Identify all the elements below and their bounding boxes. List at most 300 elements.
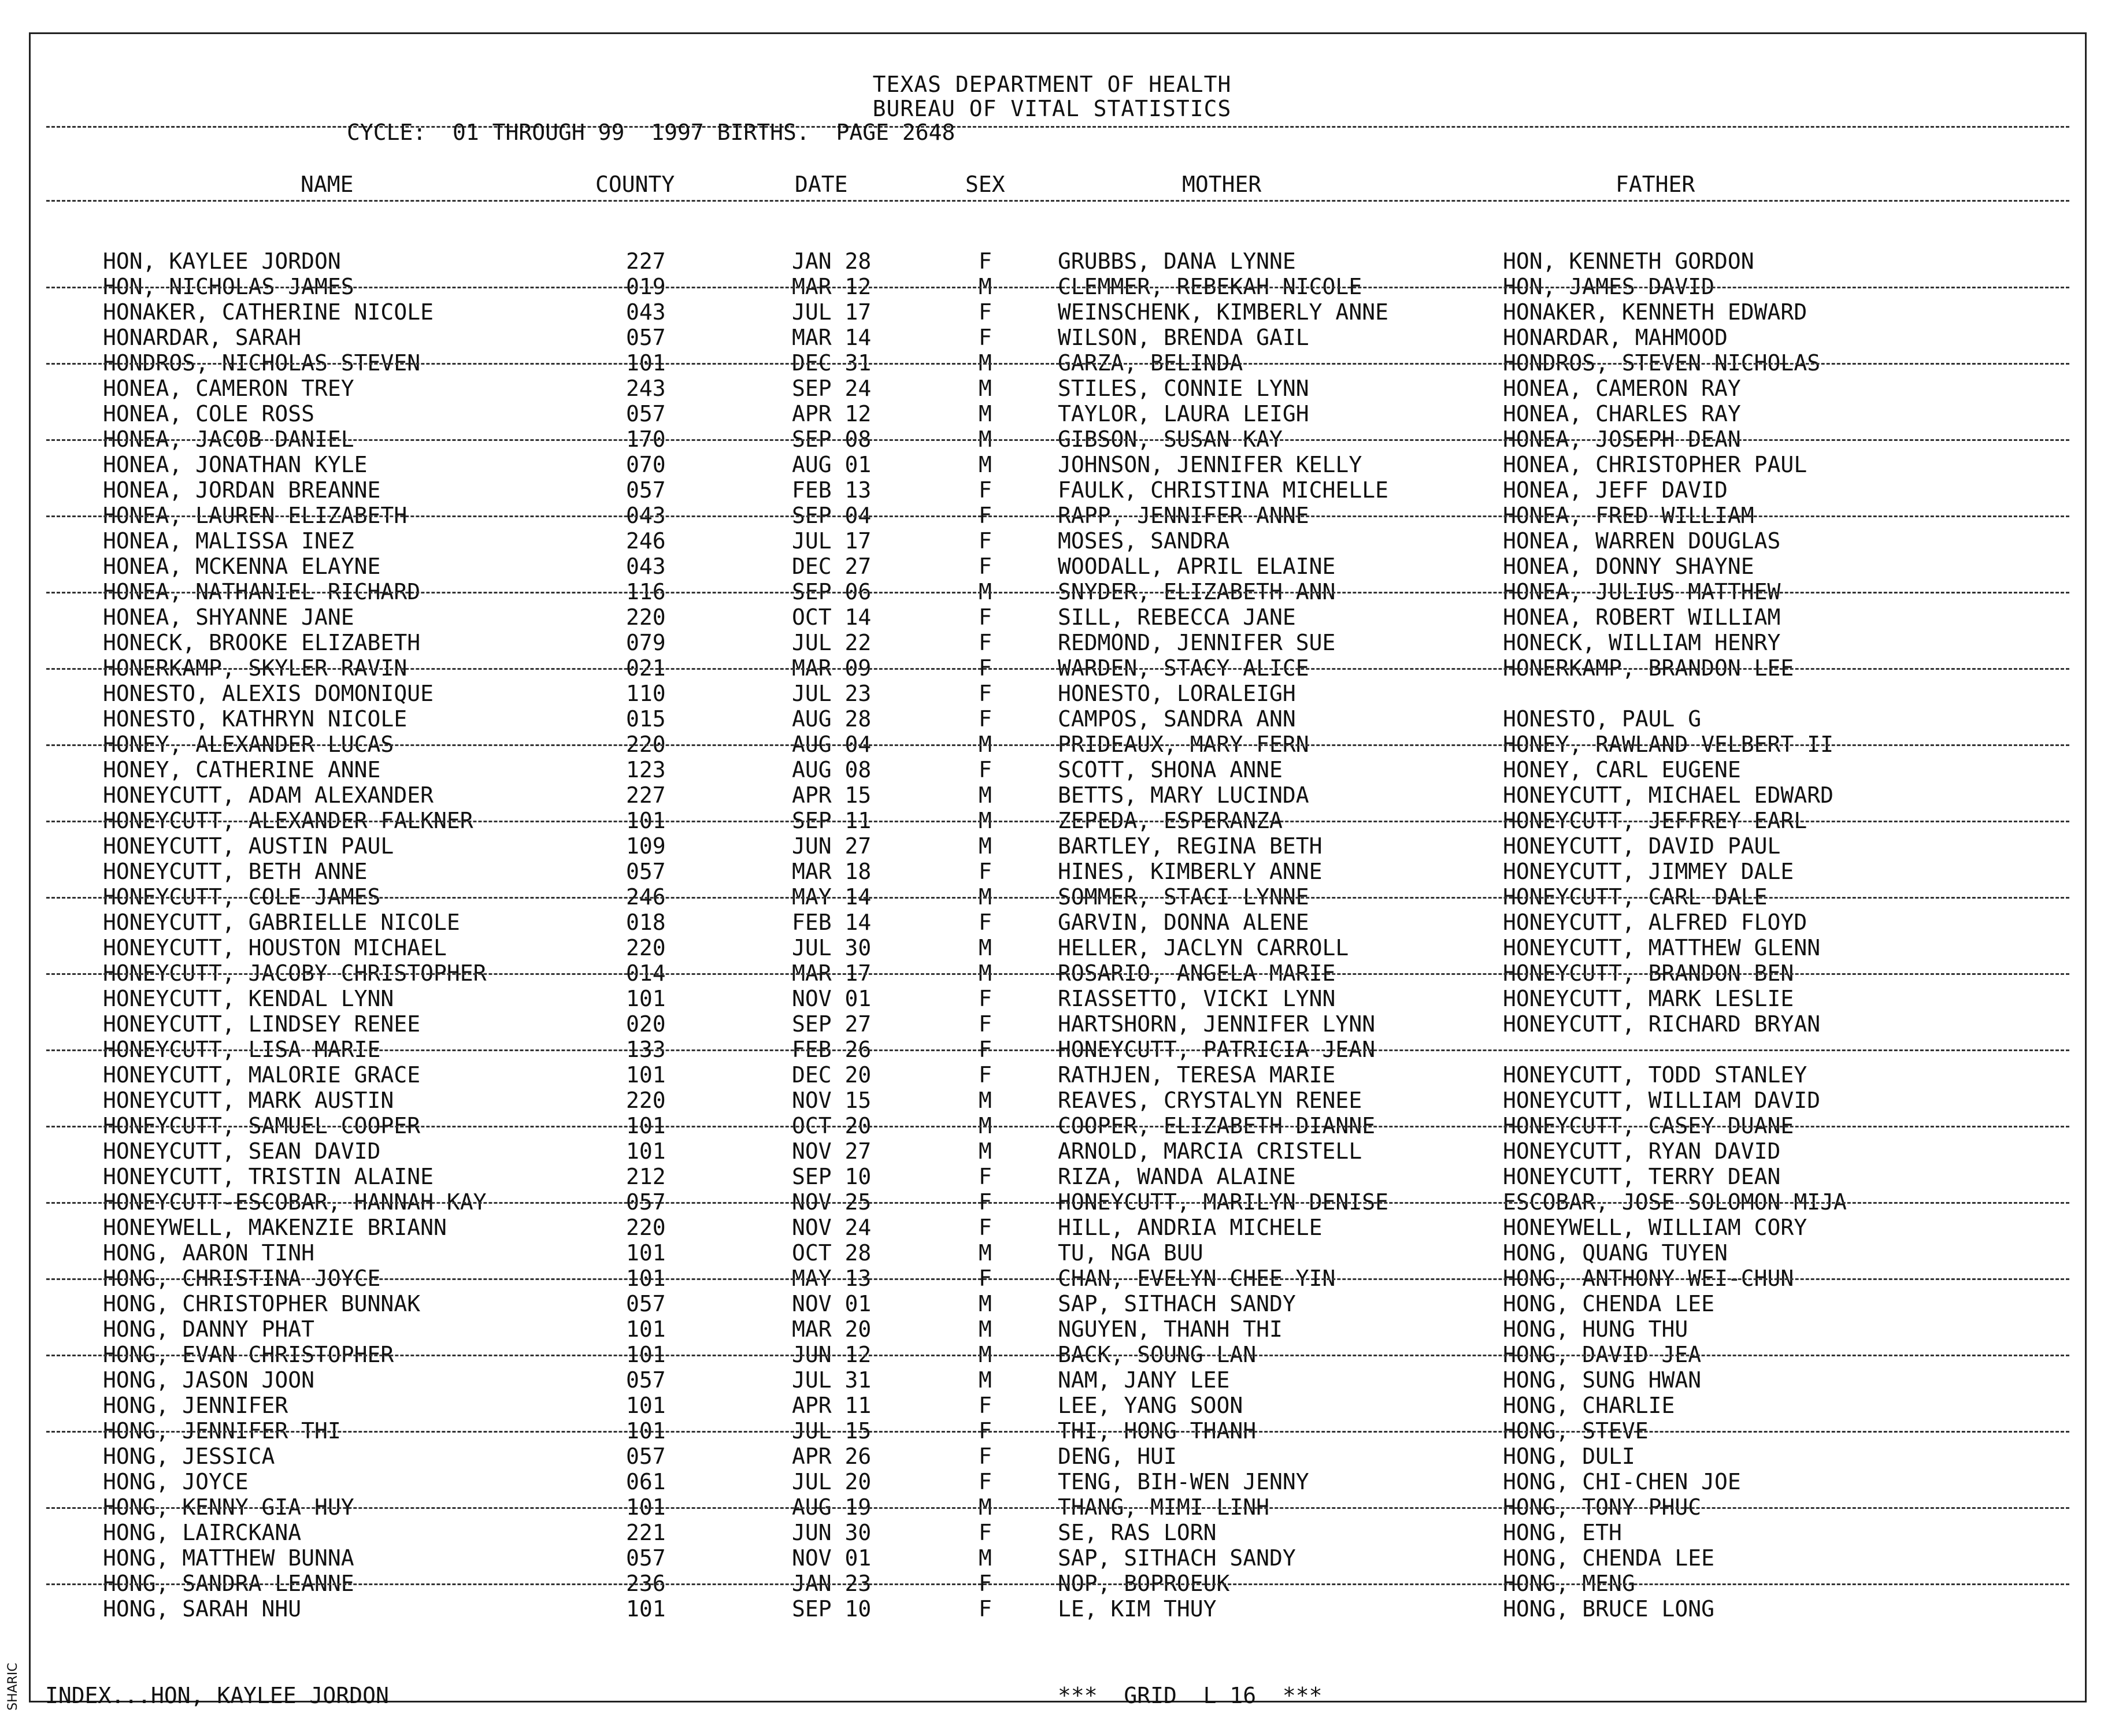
record-sex: F [979, 1164, 992, 1189]
record-mother: HINES, KIMBERLY ANNE [1058, 859, 1323, 884]
record-name: HONEYCUTT, TRISTIN ALAINE [103, 1164, 434, 1189]
record-name: HONEYCUTT, BETH ANNE [103, 859, 368, 884]
record-county: 227 [626, 248, 666, 274]
record-mother: WARDEN, STACY ALICE [1058, 655, 1309, 681]
record-date: MAY 13 [792, 1266, 872, 1291]
record-county: 220 [626, 935, 666, 960]
record-father: HONG, DAVID JEA [1503, 1342, 1702, 1367]
record-father: HONEYCUTT, RYAN DAVID [1503, 1138, 1781, 1164]
record-date: AUG 01 [792, 452, 872, 477]
record-county: 236 [626, 1571, 666, 1596]
record-father: HONEYCUTT, JEFFREY EARL [1503, 808, 1807, 833]
record-county: 101 [626, 1418, 666, 1444]
record-father: HONEYWELL, WILLIAM CORY [1503, 1215, 1807, 1240]
record-name: HONEA, MALISSA INEZ [103, 528, 354, 554]
record-row [0, 630, 2104, 655]
record-father: HONEYCUTT, MICHAEL EDWARD [1503, 782, 1833, 808]
record-name: HONG, KENNY GIA HUY [103, 1494, 354, 1520]
record-name: HONEYCUTT, ALEXANDER FALKNER [103, 808, 473, 833]
record-name: HONG, JENNIFER THI [103, 1418, 341, 1444]
record-father: HONG, TONY PHUC [1503, 1494, 1702, 1520]
record-row [0, 859, 2104, 884]
record-date: JUL 17 [792, 299, 872, 325]
record-county: 220 [626, 1088, 666, 1113]
record-sex: F [979, 630, 992, 655]
record-father: HONG, CHENDA LEE [1503, 1291, 1715, 1316]
record-date: MAR 20 [792, 1316, 872, 1342]
record-row [0, 376, 2104, 401]
row-separator [46, 1431, 2069, 1433]
record-mother: NGUYEN, THANH THI [1058, 1316, 1283, 1342]
record-sex: F [979, 1189, 992, 1215]
record-date: DEC 31 [792, 350, 872, 376]
record-mother: WEINSCHENK, KIMBERLY ANNE [1058, 299, 1388, 325]
record-sex: F [979, 986, 992, 1011]
record-date: JUN 30 [792, 1520, 872, 1545]
record-row [0, 1469, 2104, 1494]
record-father: HONG, ETH [1503, 1520, 1622, 1545]
row-separator [46, 1049, 2069, 1051]
record-mother: BETTS, MARY LUCINDA [1058, 782, 1309, 808]
side-tag [2, 1653, 25, 1711]
record-name: HONEYCUTT-ESCOBAR, HANNAH KAY [103, 1189, 487, 1215]
record-date: FEB 14 [792, 910, 872, 935]
record-name: HONEA, CAMERON TREY [103, 376, 354, 401]
record-date: SEP 24 [792, 376, 872, 401]
record-sex: M [979, 1138, 992, 1164]
record-date: NOV 24 [792, 1215, 872, 1240]
record-father: HONEYCUTT, TERRY DEAN [1503, 1164, 1781, 1189]
record-sex: F [979, 1418, 992, 1444]
record-father: HONEA, CAMERON RAY [1503, 376, 1741, 401]
record-name: HONEYCUTT, LINDSEY RENEE [103, 1011, 421, 1037]
record-name: HONEYCUTT, HOUSTON MICHAEL [103, 935, 447, 960]
record-date: JUL 20 [792, 1469, 872, 1494]
record-row [0, 706, 2104, 732]
record-father: HONEYCUTT, MATTHEW GLENN [1503, 935, 1821, 960]
record-name: HONECK, BROOKE ELIZABETH [103, 630, 421, 655]
record-mother: NOP, BOPROEUK [1058, 1571, 1230, 1596]
record-father: HONG, HUNG THU [1503, 1316, 1688, 1342]
record-name: HONG, CHRISTOPHER BUNNAK [103, 1291, 421, 1316]
row-separator [46, 439, 2069, 441]
record-name: HONEYCUTT, ADAM ALEXANDER [103, 782, 434, 808]
record-father: HONEY, RAWLAND VELBERT II [1503, 732, 1833, 757]
record-name: HONG, JOYCE [103, 1469, 249, 1494]
record-row [0, 604, 2104, 630]
record-mother: HILL, ANDRIA MICHELE [1058, 1215, 1323, 1240]
record-father: HONEYCUTT, WILLIAM DAVID [1503, 1088, 1821, 1113]
record-name: HONG, SANDRA LEANNE [103, 1571, 354, 1596]
record-sex: M [979, 1545, 992, 1571]
record-sex: M [979, 1113, 992, 1138]
record-mother: GARZA, BELINDA [1058, 350, 1243, 376]
record-mother: NAM, JANY LEE [1058, 1367, 1230, 1393]
record-sex: F [979, 1037, 992, 1062]
record-row [0, 1062, 2104, 1088]
grid-line: *** GRID L 16 *** [1058, 1683, 1323, 1708]
record-county: 101 [626, 1266, 666, 1291]
record-father: HONEYCUTT, RICHARD BRYAN [1503, 1011, 1821, 1037]
record-row [0, 681, 2104, 706]
record-row [0, 1596, 2104, 1622]
record-name: HONDROS, NICHOLAS STEVEN [103, 350, 421, 376]
record-name: HONEA, SHYANNE JANE [103, 604, 354, 630]
row-separator [46, 668, 2069, 670]
record-father: HONG, QUANG TUYEN [1503, 1240, 1728, 1266]
record-row [0, 1088, 2104, 1113]
record-county: 019 [626, 274, 666, 299]
record-date: JUL 22 [792, 630, 872, 655]
record-row [0, 1520, 2104, 1545]
record-name: HONESTO, KATHRYN NICOLE [103, 706, 408, 732]
record-sex: M [979, 426, 992, 452]
record-sex: M [979, 833, 992, 859]
row-separator [46, 1202, 2069, 1204]
record-name: HONG, DANNY PHAT [103, 1316, 315, 1342]
record-mother: HONEYCUTT, PATRICIA JEAN [1058, 1037, 1376, 1062]
column-header-date: DATE [795, 172, 848, 197]
record-county: 014 [626, 960, 666, 986]
record-father: HONEA, CHRISTOPHER PAUL [1503, 452, 1807, 477]
record-mother: CHAN, EVELYN CHEE YIN [1058, 1266, 1336, 1291]
record-county: 123 [626, 757, 666, 782]
record-mother: MOSES, SANDRA [1058, 528, 1230, 554]
record-father: HON, JAMES DAVID [1503, 274, 1715, 299]
record-sex: M [979, 1316, 992, 1342]
record-father: HONEA, JULIUS MATTHEW [1503, 579, 1781, 604]
record-county: 212 [626, 1164, 666, 1189]
record-row [0, 1011, 2104, 1037]
record-father: HONEA, FRED WILLIAM [1503, 503, 1754, 528]
record-date: MAR 18 [792, 859, 872, 884]
record-father: HONEYCUTT, CASEY DUANE [1503, 1113, 1794, 1138]
record-row [0, 1240, 2104, 1266]
record-row [0, 1367, 2104, 1393]
record-name: HONG, EVAN CHRISTOPHER [103, 1342, 394, 1367]
row-separator [46, 1355, 2069, 1356]
record-father: HONARDAR, MAHMOOD [1503, 325, 1728, 350]
record-name: HONG, AARON TINH [103, 1240, 315, 1266]
record-county: 101 [626, 986, 666, 1011]
record-sex: F [979, 655, 992, 681]
record-sex: M [979, 452, 992, 477]
record-row [0, 1164, 2104, 1189]
record-sex: F [979, 325, 992, 350]
record-mother: ARNOLD, MARCIA CRISTELL [1058, 1138, 1362, 1164]
record-date: MAR 14 [792, 325, 872, 350]
row-separator [46, 515, 2069, 517]
record-date: AUG 04 [792, 732, 872, 757]
record-date: SEP 06 [792, 579, 872, 604]
record-father: HONG, MENG [1503, 1571, 1635, 1596]
record-sex: F [979, 1266, 992, 1291]
record-name: HONEA, COLE ROSS [103, 401, 315, 426]
row-separator [46, 363, 2069, 365]
record-date: SEP 10 [792, 1596, 872, 1622]
record-mother: LEE, YANG SOON [1058, 1393, 1243, 1418]
record-row [0, 833, 2104, 859]
row-separator [46, 973, 2069, 975]
record-name: HONEA, MCKENNA ELAYNE [103, 554, 381, 579]
row-separator [46, 821, 2069, 822]
record-father: HONEYCUTT, MARK LESLIE [1503, 986, 1794, 1011]
record-mother: RIASSETTO, VICKI LYNN [1058, 986, 1336, 1011]
record-sex: F [979, 1596, 992, 1622]
record-county: 101 [626, 1316, 666, 1342]
record-county: 057 [626, 401, 666, 426]
department-title: TEXAS DEPARTMENT OF HEALTH [872, 72, 1232, 97]
record-county: 133 [626, 1037, 666, 1062]
record-mother: SCOTT, SHONA ANNE [1058, 757, 1283, 782]
record-county: 057 [626, 1545, 666, 1571]
record-county: 101 [626, 1342, 666, 1367]
record-county: 110 [626, 681, 666, 706]
record-county: 227 [626, 782, 666, 808]
row-separator [46, 744, 2069, 746]
record-father: HONEYCUTT, CARL DALE [1503, 884, 1768, 910]
record-date: NOV 01 [792, 1291, 872, 1316]
record-mother: GRUBBS, DANA LYNNE [1058, 248, 1296, 274]
record-father: HONERKAMP, BRANDON LEE [1503, 655, 1794, 681]
record-row [0, 757, 2104, 782]
record-name: HONAKER, CATHERINE NICOLE [103, 299, 434, 325]
record-mother: SNYDER, ELIZABETH ANN [1058, 579, 1336, 604]
record-county: 243 [626, 376, 666, 401]
record-row [0, 1545, 2104, 1571]
record-date: SEP 10 [792, 1164, 872, 1189]
record-date: MAR 17 [792, 960, 872, 986]
record-mother: WOODALL, APRIL ELAINE [1058, 554, 1336, 579]
record-county: 220 [626, 604, 666, 630]
record-mother: REDMOND, JENNIFER SUE [1058, 630, 1336, 655]
record-father: HONEA, ROBERT WILLIAM [1503, 604, 1781, 630]
record-date: JUL 15 [792, 1418, 872, 1444]
record-county: 101 [626, 1596, 666, 1622]
record-sex: F [979, 1215, 992, 1240]
record-sex: M [979, 782, 992, 808]
record-sex: M [979, 960, 992, 986]
record-date: SEP 27 [792, 1011, 872, 1037]
record-row [0, 1316, 2104, 1342]
record-row [0, 1444, 2104, 1469]
record-date: DEC 20 [792, 1062, 872, 1088]
record-date: MAR 12 [792, 274, 872, 299]
record-father: HONEYCUTT, BRANDON BEN [1503, 960, 1794, 986]
record-sex: M [979, 579, 992, 604]
bureau-title: BUREAU OF VITAL STATISTICS [872, 96, 1232, 121]
record-name: HONEA, JACOB DANIEL [103, 426, 354, 452]
record-father: HONDROS, STEVEN NICHOLAS [1503, 350, 1821, 376]
record-mother: SAP, SITHACH SANDY [1058, 1545, 1296, 1571]
record-date: JAN 23 [792, 1571, 872, 1596]
record-mother: SOMMER, STACI LYNNE [1058, 884, 1309, 910]
row-separator [46, 1126, 2069, 1127]
record-county: 246 [626, 528, 666, 554]
record-sex: F [979, 554, 992, 579]
record-date: NOV 01 [792, 1545, 872, 1571]
column-header-county: COUNTY [595, 172, 675, 197]
record-county: 020 [626, 1011, 666, 1037]
record-sex: M [979, 1342, 992, 1367]
record-name: HONEA, JONATHAN KYLE [103, 452, 368, 477]
record-mother: TENG, BIH-WEN JENNY [1058, 1469, 1309, 1494]
record-county: 101 [626, 1062, 666, 1088]
record-name: HONEA, LAUREN ELIZABETH [103, 503, 408, 528]
record-father: HONECK, WILLIAM HENRY [1503, 630, 1781, 655]
row-separator [46, 897, 2069, 899]
record-sex: M [979, 884, 992, 910]
record-mother: REAVES, CRYSTALYN RENEE [1058, 1088, 1362, 1113]
record-mother: HELLER, JACLYN CARROLL [1058, 935, 1349, 960]
record-name: HONG, MATTHEW BUNNA [103, 1545, 354, 1571]
record-row [0, 401, 2104, 426]
record-county: 057 [626, 859, 666, 884]
record-sex: F [979, 528, 992, 554]
record-sex: F [979, 1469, 992, 1494]
record-row [0, 935, 2104, 960]
record-mother: CAMPOS, SANDRA ANN [1058, 706, 1296, 732]
record-county: 079 [626, 630, 666, 655]
record-date: JUN 12 [792, 1342, 872, 1367]
record-sex: M [979, 274, 992, 299]
record-father: HONG, CHI-CHEN JOE [1503, 1469, 1741, 1494]
record-county: 170 [626, 426, 666, 452]
record-name: HONEY, ALEXANDER LUCAS [103, 732, 394, 757]
record-date: APR 11 [792, 1393, 872, 1418]
record-sex: F [979, 757, 992, 782]
column-header-sex: SEX [965, 172, 1005, 197]
column-header-name: NAME [301, 172, 354, 197]
record-name: HONEYCUTT, COLE JAMES [103, 884, 381, 910]
column-header-mother: MOTHER [1182, 172, 1262, 197]
record-mother: THANG, MIMI LINH [1058, 1494, 1270, 1520]
record-mother: GARVIN, DONNA ALENE [1058, 910, 1309, 935]
record-row [0, 528, 2104, 554]
record-sex: F [979, 299, 992, 325]
record-mother: CLEMMER, REBEKAH NICOLE [1058, 274, 1362, 299]
record-mother: COOPER, ELIZABETH DIANNE [1058, 1113, 1376, 1138]
record-county: 057 [626, 1189, 666, 1215]
record-date: SEP 04 [792, 503, 872, 528]
row-separator [46, 1583, 2069, 1585]
record-sex: M [979, 376, 992, 401]
record-name: HONEYWELL, MAKENZIE BRIANN [103, 1215, 447, 1240]
record-county: 101 [626, 1240, 666, 1266]
record-row [0, 299, 2104, 325]
record-county: 221 [626, 1520, 666, 1545]
record-county: 043 [626, 503, 666, 528]
record-mother: SAP, SITHACH SANDY [1058, 1291, 1296, 1316]
record-name: HONESTO, ALEXIS DOMONIQUE [103, 681, 434, 706]
record-father: HONG, BRUCE LONG [1503, 1596, 1715, 1622]
record-date: JUL 17 [792, 528, 872, 554]
record-sex: M [979, 1088, 992, 1113]
record-sex: F [979, 859, 992, 884]
record-row [0, 1138, 2104, 1164]
record-father: HONG, STEVE [1503, 1418, 1649, 1444]
record-father: HONG, CHARLIE [1503, 1393, 1675, 1418]
row-separator [46, 1278, 2069, 1280]
record-mother: BACK, SOUNG LAN [1058, 1342, 1257, 1367]
record-sex: F [979, 604, 992, 630]
record-county: 101 [626, 1113, 666, 1138]
record-date: MAY 14 [792, 884, 872, 910]
record-county: 018 [626, 910, 666, 935]
record-father: HONEA, JEFF DAVID [1503, 477, 1728, 503]
record-sex: M [979, 1291, 992, 1316]
record-sex: F [979, 910, 992, 935]
record-county: 015 [626, 706, 666, 732]
record-date: JUN 27 [792, 833, 872, 859]
record-row [0, 452, 2104, 477]
record-sex: F [979, 1011, 992, 1037]
record-name: HONG, JESSICA [103, 1444, 275, 1469]
row-separator [46, 592, 2069, 593]
record-father: HONG, CHENDA LEE [1503, 1545, 1715, 1571]
record-sex: F [979, 1520, 992, 1545]
record-mother: LE, KIM THUY [1058, 1596, 1217, 1622]
record-mother: RATHJEN, TERESA MARIE [1058, 1062, 1336, 1088]
record-sex: F [979, 681, 992, 706]
record-name: HONEYCUTT, SAMUEL COOPER [103, 1113, 421, 1138]
record-name: HON, KAYLEE JORDON [103, 248, 341, 274]
record-father: HONEA, DONNY SHAYNE [1503, 554, 1754, 579]
record-date: APR 15 [792, 782, 872, 808]
record-sex: F [979, 1444, 992, 1469]
record-father: HONEYCUTT, TODD STANLEY [1503, 1062, 1807, 1088]
record-date: OCT 20 [792, 1113, 872, 1138]
record-father: HONG, ANTHONY WEI-CHUN [1503, 1266, 1794, 1291]
record-date: NOV 15 [792, 1088, 872, 1113]
record-county: 101 [626, 350, 666, 376]
record-name: HONEYCUTT, JACOBY CHRISTOPHER [103, 960, 487, 986]
record-date: AUG 28 [792, 706, 872, 732]
record-county: 021 [626, 655, 666, 681]
record-name: HONEYCUTT, KENDAL LYNN [103, 986, 394, 1011]
record-sex: F [979, 706, 992, 732]
record-father: HONEYCUTT, ALFRED FLOYD [1503, 910, 1807, 935]
record-father: HONESTO, PAUL G [1503, 706, 1702, 732]
record-county: 220 [626, 1215, 666, 1240]
record-sex: F [979, 503, 992, 528]
record-father: HONEA, CHARLES RAY [1503, 401, 1741, 426]
record-name: HONERKAMP, SKYLER RAVIN [103, 655, 408, 681]
record-county: 057 [626, 1444, 666, 1469]
record-mother: GIBSON, SUSAN KAY [1058, 426, 1283, 452]
record-sex: M [979, 401, 992, 426]
record-mother: BARTLEY, REGINA BETH [1058, 833, 1323, 859]
record-date: JUL 23 [792, 681, 872, 706]
record-mother: ZEPEDA, ESPERANZA [1058, 808, 1283, 833]
record-name: HONG, CHRISTINA JOYCE [103, 1266, 381, 1291]
record-father: HONEYCUTT, JIMMEY DALE [1503, 859, 1794, 884]
record-county: 101 [626, 1138, 666, 1164]
record-mother: JOHNSON, JENNIFER KELLY [1058, 452, 1362, 477]
record-name: HONEA, NATHANIEL RICHARD [103, 579, 421, 604]
record-name: HONEYCUTT, MALORIE GRACE [103, 1062, 421, 1088]
record-sex: M [979, 808, 992, 833]
record-date: FEB 26 [792, 1037, 872, 1062]
record-row [0, 782, 2104, 808]
record-county: 057 [626, 325, 666, 350]
side-tag-text: SHARIC [6, 1663, 20, 1711]
record-date: SEP 11 [792, 808, 872, 833]
record-date: NOV 01 [792, 986, 872, 1011]
record-sex: M [979, 1367, 992, 1393]
record-mother: HONEYCUTT, MARILYN DENISE [1058, 1189, 1388, 1215]
record-father: HONEA, WARREN DOUGLAS [1503, 528, 1781, 554]
